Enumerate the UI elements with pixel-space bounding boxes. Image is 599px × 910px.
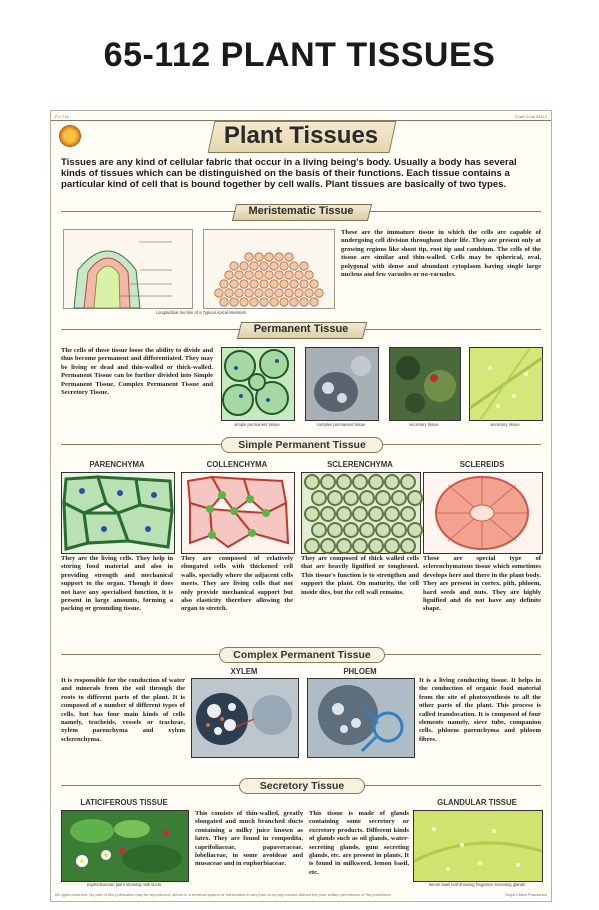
parenchyma-label: PARENCHYMA [89,460,145,469]
parenchyma-diagram [61,472,175,554]
sclereids-diagram [423,472,543,554]
secretory-image-2 [469,347,543,421]
glandular-caption: lemon basil leaf showing fragrance secreting glands [428,882,526,887]
complex-permanent-image [305,347,379,421]
parenchyma-text: They are the living cells. They help in storing food material and also in providing strength and mechanical support to the organ. Though it does not have any specialised function, it is present in large amounts, forming a packing or grounding tissue. [61,555,173,613]
laticiferous-caption: euphorbiaceae plant showing milk ducts [86,882,162,887]
publisher-note: Vidya Chitra Prakashan [505,892,547,897]
apical-meristem-diagram [63,229,193,309]
xylem-label: XYLEM [230,667,258,676]
laticiferous-image [61,810,189,882]
complex-permanent-heading: Complex Permanent Tissue [219,647,385,663]
intro-text: Tissues are any kind of cellular fabric that occur in a living being's body. Usually a body has several kinds of tissues which can be distinguished on the basis of their functions. Each tissue contains a particular kind of cell that is bound together by cell walls. Plant tissues are basically of two types. [61,157,517,190]
copyright-note: All rights reserved. No part of this publication may be reproduced, stored in a retrieval system or transmitted in any form or by any means without the prior written permission of the publishers. [55,892,392,897]
sclereids-text: These are special type of sclerenchymatous tissue which sometimes develops here and there in the plant body. They are present in cortex, pith, phloem, hard seeds and nuts. They are highly lignified and do not have any definite shape. [423,555,541,613]
permanent-text: The cells of these tissue loose the ability to divide and thus become permanent and differentiated. They may be living or dead and thin-walled or thick-walled. Permanent Tissue can be further divided into Simple Permanent Tissue, Complex Permanent Tissue and Secretory Tissue. [61,347,213,397]
corner-code-right: Chart Code 65112 [514,114,547,119]
glandular-text: This tissue is made of glands containing some secretory or excretory products. Different kinds of glands such as oil glands, water-secreting glands, gum secreting glands, etc. are present in plants. It is found in milkweed, lemon basil, etc. [309,810,409,876]
collenchyma-diagram [181,472,295,554]
meristem-caption: Longitudinal Section of a Typical Apical Meristem [155,310,247,315]
secretory-heading: Secretory Tissue [239,778,365,794]
corner-code-left: P.V 716 [55,114,69,119]
glandular-image [413,810,543,882]
phloem-image [307,678,415,758]
poster-title: Plant Tissues [223,122,379,149]
product-code-heading: 65-112 PLANT TISSUES [103,36,496,74]
meristematic-text: These are the immature tissue in which the cells are capable of undergoing cell division throughout their life. They are present only at growing regions like shoot tip, root tip and cambium. The cells of the tissue are similar and thin-walled. Cells may be spherical, oval, polygonal with dense and abundant cytoplasm having single large nucleus and few vacuoles or no-vacuoles. [341,229,541,279]
sclerenchyma-text: They are composed of thick walled cells that are heavily lignified or toughened. This tissue's function is to strengthen and support the plant. On maturity, the cell inside dies, but the cell wall remains. [301,555,419,596]
meristematic-heading: Meristematic Tissue [248,205,354,217]
laticiferous-text: This consists of thin-walled, greatly elongated and much branched ducts containing a milky juice known as latex. They are found in compodita, caprifoliaceae, papaveraceae, lobeliaceae, in some avoideae and musaceae and in euphorbiaceae. [195,810,303,868]
permanent-heading: Permanent Tissue [253,323,349,335]
publisher-logo-icon [59,125,81,147]
meristem-cell-diagram [203,229,335,309]
caption-secretory-2: secretory tissue [490,422,520,427]
caption-secretory-1: secretory tissue [409,422,439,427]
simple-permanent-image [221,347,295,421]
xylem-text: It is responsible for the conduction of water and minerals from the soil through the roots to different parts of the plant. It is composed of a number of different types of cells, but has four main kinds of cells namely, tracheids, vessels or tracheae, xylem parenchyma and xylem sclerenchyma. [61,677,185,743]
sclereids-label: SCLEREIDS [459,460,505,469]
collenchyma-text: They are composed of relatively elongated cells with thickened cell walls, specially where the adjacent cells meets. They are living cells that not only provide mechanical support but also elasticity therefore allowing the organ to stretch. [181,555,293,613]
laticiferous-label: LATICIFEROUS TISSUE [80,798,168,807]
collenchyma-label: COLLENCHYMA [206,460,268,469]
caption-simple-permanent: simple permanent tissue [234,422,280,427]
phloem-label: PHLOEM [343,667,377,676]
phloem-text: It is a living conducting tissue. It helps in the conduction of organic food material from the site of photosynthesis to all the other parts of the plant. This process is called translocation. It is composed of four elements namely, sieve tube, companion cells, phloem parenchyma and phloem fibres. [419,677,541,743]
glandular-label: GLANDULAR TISSUE [437,798,517,807]
xylem-image [191,678,299,758]
simple-permanent-heading: Simple Permanent Tissue [221,437,383,453]
secretory-image-1 [389,347,461,421]
sclerenchyma-label: SCLERENCHYMA [327,460,393,469]
sclerenchyma-diagram [301,472,421,554]
caption-complex-permanent: complex permanent tissue [316,422,366,427]
plant-tissues-chart [50,110,552,902]
